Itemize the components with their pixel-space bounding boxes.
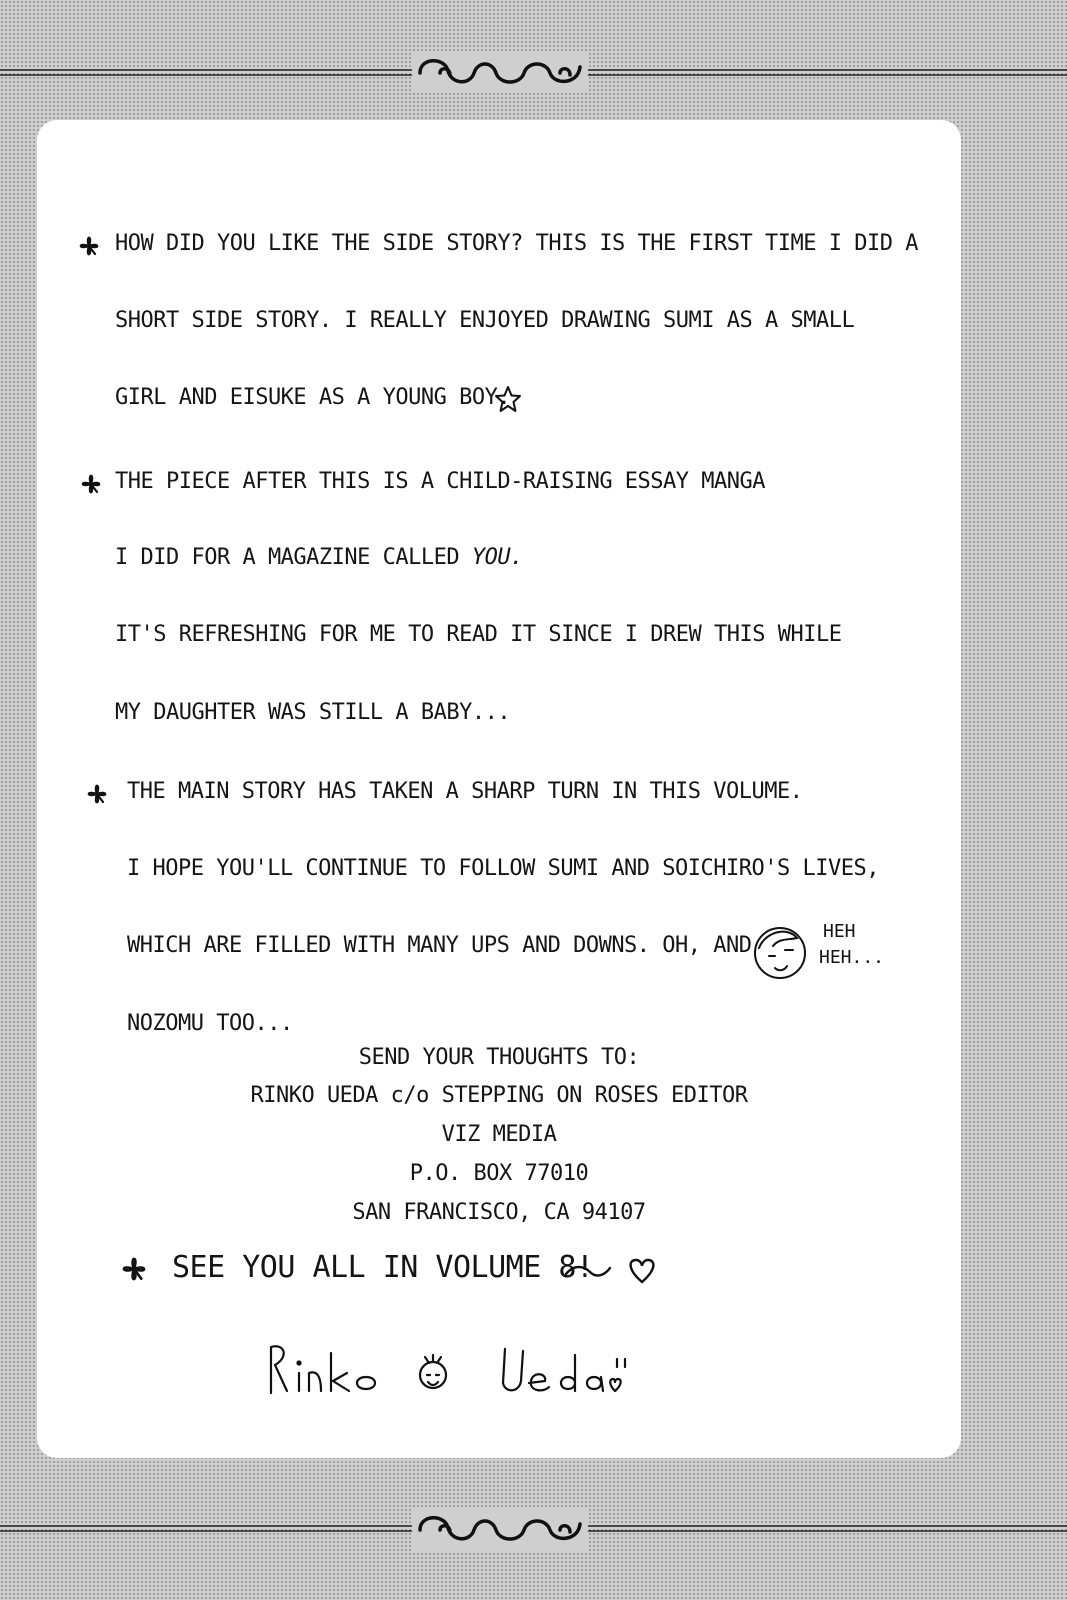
face-doodle-icon (749, 920, 811, 984)
section2-line3: IT'S REFRESHING FOR ME TO READ IT SINCE I DREW THIS WHILE (115, 622, 842, 647)
tilde-heart-icons (562, 1252, 672, 1292)
closing-text: SEE YOU ALL IN VOLUME 8! (172, 1250, 594, 1285)
section2-line2 (115, 545, 523, 570)
flower-bullet-icon (83, 780, 111, 808)
address-line-3: VIZ MEDIA (441, 1122, 557, 1147)
section2-line2-prefix: I DID FOR A MAGAZINE CALLED (115, 545, 472, 570)
section3-line2: I HOPE YOU'LL CONTINUE TO FOLLOW SUMI AND SOICHIRO'S LIVES, (127, 856, 879, 881)
top-ornament-rule (0, 45, 1067, 105)
address-line-5: SAN FRANCISCO, CA 94107 (352, 1200, 646, 1225)
flower-bullet-icon (117, 1252, 151, 1286)
section3-line1: THE MAIN STORY HAS TAKEN A SHARP TURN IN THIS VOLUME. (127, 779, 803, 804)
heh-text-2: HEH... (819, 947, 885, 968)
heh-text-1: HEH (823, 921, 856, 942)
section1-line3: GIRL AND EISUKE AS A YOUNG BOY. (115, 385, 511, 410)
flower-bullet-icon (77, 470, 105, 498)
address-line-1: SEND YOUR THOUGHTS TO: (358, 1045, 640, 1070)
section1-line2: SHORT SIDE STORY. I REALLY ENJOYED DRAWING SUMI AS A SMALL (115, 308, 855, 333)
signature-drawing (265, 1335, 685, 1405)
section2-line1: THE PIECE AFTER THIS IS A CHILD-RAISING ESSAY MANGA (115, 469, 766, 494)
magazine-title: YOU. (471, 545, 523, 570)
heart-icon (631, 1260, 654, 1282)
note-panel (37, 120, 961, 1458)
section2-line4: MY DAUGHTER WAS STILL A BABY... (115, 700, 511, 725)
star-icon (493, 384, 523, 414)
section1-line1: HOW DID YOU LIKE THE SIDE STORY? THIS IS THE FIRST TIME I DID A (115, 231, 918, 256)
section3-line3: WHICH ARE FILLED WITH MANY UPS AND DOWNS. OH, AND (127, 933, 752, 958)
section3-line4: NOZOMU TOO... (127, 1011, 293, 1036)
bottom-ornament-rule (0, 1500, 1067, 1560)
flower-bullet-icon (75, 232, 103, 260)
tilde-icon (566, 1267, 610, 1275)
address-line-4: P.O. BOX 77010 (409, 1161, 589, 1186)
address-line-2: RINKO UEDA c/o STEPPING ON ROSES EDITOR (250, 1083, 748, 1108)
